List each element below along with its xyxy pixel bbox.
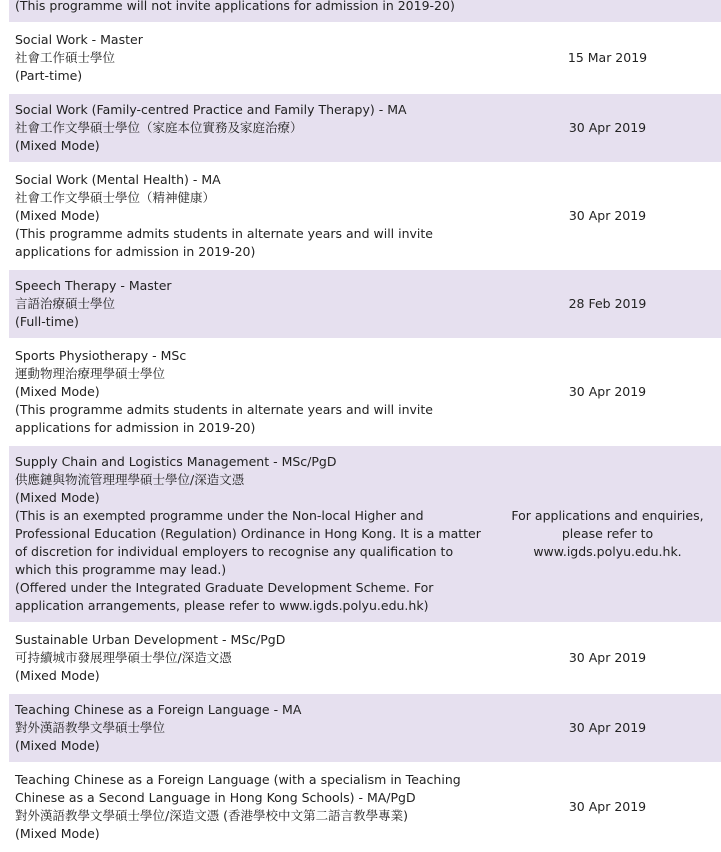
programme-title: Supply Chain and Logistics Management - MSc/PgD [15, 454, 337, 469]
programme-cell [9, 624, 494, 692]
programme-detail: (Mixed Mode) [15, 138, 100, 153]
programme-detail: (Full-time) [15, 314, 79, 329]
programme-title: Social Work (Family-centred Practice and Family Therapy) - MA [15, 102, 407, 117]
programme-table [9, 0, 721, 852]
programme-cell [9, 164, 494, 268]
programme-detail: (Mixed Mode) [15, 384, 100, 399]
table-row [9, 694, 721, 764]
programme-cell [9, 0, 494, 22]
table-row [9, 24, 721, 94]
programme-title: Teaching Chinese as a Foreign Language (with a specialism in Teaching Chinese as a Second Language in Hong Kong Schools) - MA/PgD [15, 772, 465, 805]
programme-title: Social Work - Master [15, 32, 143, 47]
programme-cell [9, 764, 494, 850]
programme-detail: 運動物理治療理學碩士學位 [15, 366, 166, 381]
programme-detail: 社會工作文學碩士學位（家庭本位實務及家庭治療） [15, 120, 303, 135]
programme-detail: (Part-time) [15, 68, 83, 83]
programme-detail: (Mixed Mode) [15, 738, 100, 753]
deadline-cell: 30 Apr 2019 [568, 384, 647, 399]
programme-cell [9, 340, 494, 444]
table-row [9, 446, 721, 624]
deadline-cell: 28 Feb 2019 [568, 296, 647, 311]
programme-detail: 社會工作碩士學位 [15, 50, 116, 65]
programme-detail: (This programme admits students in alternate years and will invite applications for admission in 2019-20) [15, 402, 437, 435]
programme-detail: 社會工作文學碩士學位（精神健康） [15, 190, 216, 205]
deadline-cell: 30 Apr 2019 [568, 208, 647, 223]
deadline-cell: 30 Apr 2019 [568, 720, 647, 735]
table-row [9, 764, 721, 852]
programme-title: Sustainable Urban Development - MSc/PgD [15, 632, 286, 647]
programme-title: Speech Therapy - Master [15, 278, 172, 293]
table-row [9, 94, 721, 164]
deadline-cell: 30 Apr 2019 [568, 799, 647, 814]
programme-detail: (Mixed Mode) [15, 826, 100, 841]
programme-cell [9, 94, 494, 162]
programme-detail: (Mixed Mode) [15, 490, 100, 505]
programme-detail: (Mixed Mode) [15, 668, 100, 683]
programme-title: Social Work (Mental Health) - MA [15, 172, 221, 187]
programme-cell [9, 446, 494, 622]
programme-detail: 對外漢語教學文學碩士學位 [15, 720, 166, 735]
programme-title: Teaching Chinese as a Foreign Language - MA [15, 702, 302, 717]
programme-detail: (This programme admits students in alternate years and will invite applications for admission in 2019-20) [15, 226, 437, 259]
programme-detail: 對外漢語教學文學碩士學位/深造文憑 (香港學校中文第二語言教學專業) [15, 808, 408, 823]
programme-detail: 供應鏈與物流管理理學碩士學位/深造文憑 [15, 472, 245, 487]
table-row [9, 164, 721, 270]
deadline-cell: 30 Apr 2019 [568, 650, 647, 665]
programme-detail: 言語治療碩士學位 [15, 296, 116, 311]
table-row [9, 340, 721, 446]
programme-cell [9, 270, 494, 338]
deadline-cell: For applications and enquiries, please refer to www.igds.polyu.edu.hk. [511, 508, 704, 559]
programme-detail: (Offered under the Integrated Graduate Development Scheme. For application arrangements, please refer to www.igds.polyu.edu.hk) [15, 580, 438, 613]
table-row [9, 624, 721, 694]
programme-detail: (This is an exempted programme under the Non-local Higher and Professional Education (Regulation) Ordinance in Hong Kong. It is a matter of discretion for individual employers to recognise any qualification to which this programme may lead.) [15, 508, 485, 577]
table-row [9, 0, 721, 24]
programme-detail: (Mixed Mode) [15, 208, 100, 223]
deadline-cell [494, 0, 721, 22]
deadline-cell: 15 Mar 2019 [567, 50, 648, 65]
programme-cell [9, 694, 494, 762]
programme-title: (This programme will not invite applications for admission in 2019-20) [15, 0, 455, 13]
table-row [9, 270, 721, 340]
programme-detail: 可持續城市發展理學碩士學位/深造文憑 [15, 650, 232, 665]
deadline-cell: 30 Apr 2019 [568, 120, 647, 135]
programme-title: Sports Physiotherapy - MSc [15, 348, 187, 363]
programme-cell [9, 24, 494, 92]
